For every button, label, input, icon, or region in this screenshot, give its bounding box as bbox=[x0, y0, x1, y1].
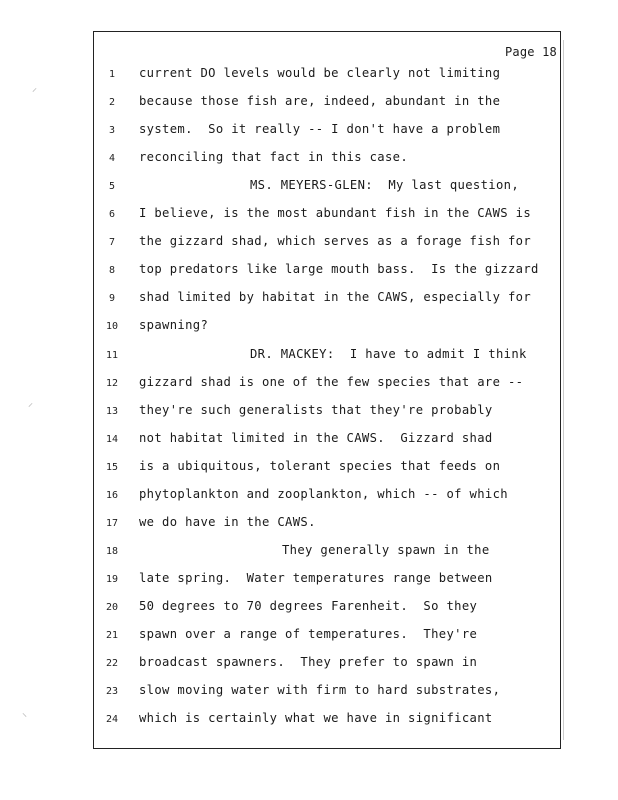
transcript-line bbox=[0, 290, 618, 308]
transcript-line bbox=[0, 515, 618, 533]
line-number: 1 bbox=[108, 69, 116, 80]
line-number: 8 bbox=[108, 265, 116, 277]
transcript-line bbox=[0, 655, 618, 673]
line-number: 19 bbox=[105, 573, 119, 585]
transcript-line bbox=[0, 599, 618, 617]
line-text: reconciling that fact in this case. bbox=[139, 150, 409, 165]
transcript-line bbox=[0, 627, 618, 645]
transcript-line bbox=[0, 94, 618, 112]
line-text: MS. MEYERS-GLEN: My last question, bbox=[250, 178, 520, 193]
line-number: 3 bbox=[108, 125, 116, 137]
line-text: They generally spawn in the bbox=[282, 542, 490, 557]
line-text: they're such generalists that they're probably bbox=[139, 402, 493, 417]
line-text: phytoplankton and zooplankton, which -- of which bbox=[139, 486, 508, 501]
line-text: spawn over a range of temperatures. They're bbox=[139, 627, 478, 641]
line-text: spawning? bbox=[139, 318, 209, 333]
line-number: 11 bbox=[105, 349, 119, 361]
line-text: the gizzard shad, which serves as a forage fish for bbox=[139, 234, 532, 249]
line-text: system. So it really -- I don't have a problem bbox=[139, 122, 501, 137]
transcript-line bbox=[0, 431, 618, 449]
line-number: 13 bbox=[105, 405, 119, 417]
transcript-line bbox=[0, 206, 618, 224]
line-number: 14 bbox=[105, 433, 119, 445]
line-text: DR. MACKEY: I have to admit I think bbox=[250, 346, 527, 361]
transcript-line bbox=[0, 403, 618, 421]
scan-edge-mark bbox=[563, 40, 564, 740]
transcript-line bbox=[0, 262, 618, 280]
line-text: which is certainly what we have in significant bbox=[139, 711, 493, 726]
transcript-line bbox=[0, 543, 618, 561]
line-text: slow moving water with firm to hard substrates, bbox=[139, 683, 501, 698]
scan-speck: ⸝ bbox=[28, 398, 33, 409]
line-number: 17 bbox=[105, 517, 119, 529]
line-number: 5 bbox=[108, 181, 116, 193]
line-number: 10 bbox=[105, 321, 119, 333]
line-number: 9 bbox=[108, 293, 116, 305]
transcript-line bbox=[0, 571, 618, 589]
line-text: current DO levels would be clearly not limiting bbox=[139, 66, 501, 80]
transcript-line bbox=[0, 66, 618, 84]
line-number: 24 bbox=[105, 714, 119, 726]
line-text: top predators like large mouth bass. Is the gizzard bbox=[139, 262, 539, 277]
line-text: shad limited by habitat in the CAWS, especially for bbox=[139, 290, 532, 305]
line-number: 4 bbox=[108, 153, 116, 165]
transcript-line bbox=[0, 347, 618, 365]
line-text: is a ubiquitous, tolerant species that feeds on bbox=[139, 458, 501, 473]
line-text: gizzard shad is one of the few species that are -- bbox=[139, 374, 524, 389]
line-number: 12 bbox=[105, 377, 119, 389]
transcript-line bbox=[0, 459, 618, 477]
line-text: late spring. Water temperatures range between bbox=[139, 570, 493, 585]
line-text: we do have in the CAWS. bbox=[139, 514, 316, 529]
line-text: I believe, is the most abundant fish in the CAWS is bbox=[139, 206, 532, 221]
line-text: 50 degrees to 70 degrees Farenheit. So they bbox=[139, 598, 478, 613]
line-text: because those fish are, indeed, abundant in the bbox=[139, 94, 501, 109]
transcript-line bbox=[0, 234, 618, 252]
scan-speck: ⸝ bbox=[32, 83, 37, 94]
line-number: 23 bbox=[105, 686, 119, 698]
line-number: 18 bbox=[105, 545, 119, 557]
transcript-line bbox=[0, 711, 618, 729]
transcript-line bbox=[0, 178, 618, 196]
line-number: 7 bbox=[108, 237, 116, 249]
transcript-line bbox=[0, 487, 618, 505]
line-number: 15 bbox=[105, 461, 119, 473]
line-text: broadcast spawners. They prefer to spawn in bbox=[139, 655, 478, 670]
transcript-line bbox=[0, 150, 618, 168]
line-number: 16 bbox=[105, 489, 119, 501]
line-number: 21 bbox=[105, 630, 119, 641]
line-number: 22 bbox=[105, 658, 119, 670]
scan-speck: ⸜ bbox=[22, 708, 27, 719]
line-number: 2 bbox=[108, 97, 116, 109]
line-text: not habitat limited in the CAWS. Gizzard shad bbox=[139, 430, 493, 445]
transcript-line bbox=[0, 683, 618, 701]
transcript-line bbox=[0, 318, 618, 336]
line-number: 20 bbox=[105, 601, 119, 613]
transcript-line bbox=[0, 375, 618, 393]
page-number: Page 18 bbox=[505, 45, 557, 59]
transcript-line bbox=[0, 122, 618, 140]
line-number: 6 bbox=[108, 209, 116, 221]
